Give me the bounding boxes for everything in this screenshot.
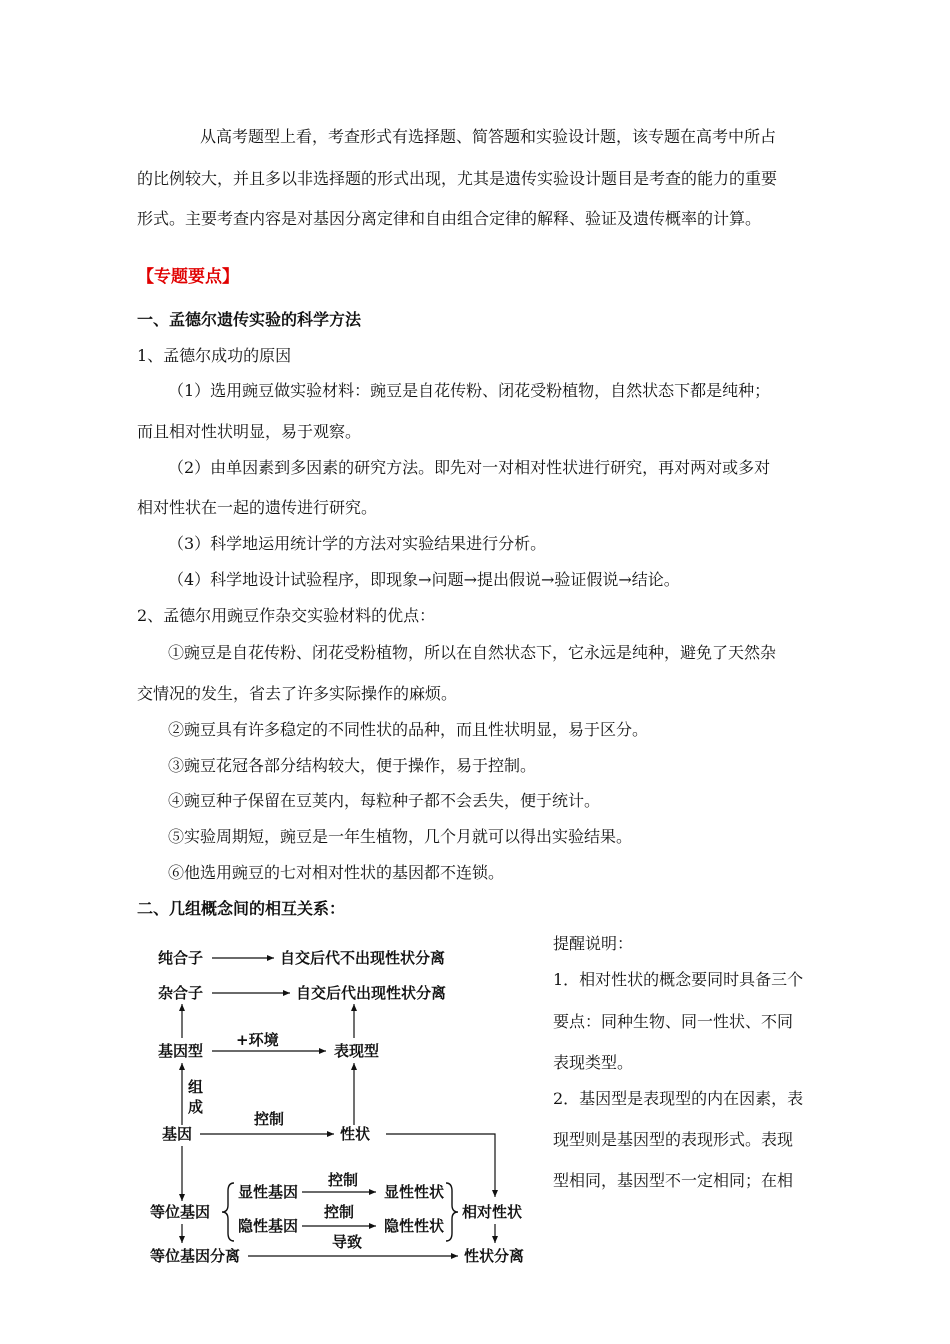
reason-2a: （2）由单因素到多因素的研究方法。即先对一对相对性状进行研究，再对两对或多对: [168, 458, 771, 477]
reason-1b: 而且相对性状明显，易于观察。: [137, 422, 362, 441]
intro-line-2: 的比例较大，并且多以非选择题的形式出现，尤其是遗传实验设计题目是考查的能力的重要: [137, 169, 778, 188]
node-genotype: 基因型: [158, 1042, 204, 1060]
note-heading: 提醒说明：: [553, 934, 634, 953]
node-allele: 等位基因: [150, 1203, 211, 1221]
node-allele-separation: 等位基因分离: [150, 1247, 241, 1265]
label-environment: +环境: [236, 1031, 279, 1049]
label-lead-to: 导致: [332, 1233, 363, 1251]
brace-left: [222, 1183, 234, 1241]
node-trait-separation: 性状分离: [464, 1247, 525, 1265]
advantage-2: ②豌豆具有许多稳定的不同性状的品种，而且性状明显，易于区分。: [168, 720, 649, 739]
reason-2b: 相对性状在一起的遗传进行研究。: [137, 498, 378, 517]
node-homozygote-result: 自交后代不出现性状分离: [280, 949, 446, 967]
node-recessive-trait: 隐性性状: [384, 1217, 445, 1235]
advantage-5: ⑤实验周期短，豌豆是一年生植物，几个月就可以得出实验结果。: [168, 827, 633, 846]
advantage-1b: 交情况的发生，省去了许多实际操作的麻烦。: [137, 684, 458, 703]
note-line-1: 1．相对性状的概念要同时具备三个: [553, 970, 804, 989]
node-homozygote: 纯合子: [158, 949, 204, 967]
node-dominant-gene: 显性基因: [238, 1183, 299, 1201]
reason-3: （3）科学地运用统计学的方法对实验结果进行分析。: [168, 534, 547, 553]
advantage-6: ⑥他选用豌豆的七对相对性状的基因都不连锁。: [168, 863, 505, 882]
reason-1a: （1）选用豌豆做实验材料：豌豆是自花传粉、闭花受粉植物，自然状态下都是纯种；: [168, 381, 771, 400]
label-control-3: 控制: [324, 1203, 355, 1221]
concept-diagram: [140, 935, 540, 1275]
brace-right: [446, 1183, 458, 1241]
section-heading: 【专题要点】: [137, 267, 239, 287]
note-line-5: 现型则是基因型的表现形式。表现: [553, 1130, 794, 1149]
node-heterozygote-result: 自交后代出现性状分离: [296, 984, 447, 1002]
node-phenotype: 表现型: [334, 1042, 380, 1060]
note-line-2: 要点：同种生物、同一性状、不同: [553, 1012, 794, 1031]
node-recessive-gene: 隐性基因: [238, 1217, 299, 1235]
advantage-1a: ①豌豆是自花传粉、闭花受粉植物，所以在自然状态下，它永远是纯种，避免了天然杂: [168, 643, 777, 662]
node-heterozygote: 杂合子: [158, 984, 204, 1002]
reason-4: （4）科学地设计试验程序，即现象→问题→提出假说→验证假说→结论。: [168, 570, 680, 589]
node-relative-trait: 相对性状: [462, 1203, 523, 1221]
node-gene: 基因: [162, 1125, 193, 1143]
advantage-4: ④豌豆种子保留在豆荚内，每粒种子都不会丢失，便于统计。: [168, 791, 601, 810]
note-line-4: 2．基因型是表现型的内在因素，表: [553, 1089, 804, 1108]
intro-line-1: 从高考题型上看，考查形式有选择题、简答题和实验设计题，该专题在高考中所占: [200, 127, 777, 146]
advantage-3: ③豌豆花冠各部分结构较大，便于操作，易于控制。: [168, 756, 537, 775]
part2-title: 二、几组概念间的相互关系：: [137, 899, 346, 918]
label-control-2: 控制: [328, 1171, 359, 1189]
note-line-3: 表现类型。: [553, 1053, 634, 1072]
intro-line-3: 形式。主要考查内容是对基因分离定律和自由组合定律的解释、验证及遗传概率的计算。: [137, 209, 762, 228]
label-compose-2: 成: [188, 1098, 204, 1116]
label-compose-1: 组: [188, 1078, 204, 1096]
node-dominant-trait: 显性性状: [384, 1183, 445, 1201]
part1-sub1: 1、孟德尔成功的原因: [137, 346, 292, 365]
label-control-1: 控制: [254, 1110, 285, 1128]
note-line-6: 型相同，基因型不一定相同；在相: [553, 1171, 794, 1190]
part1-title: 一、孟德尔遗传实验的科学方法: [137, 310, 362, 329]
part1-sub2: 2、孟德尔用豌豆作杂交实验材料的优点：: [137, 606, 436, 625]
node-trait: 性状: [340, 1125, 371, 1143]
